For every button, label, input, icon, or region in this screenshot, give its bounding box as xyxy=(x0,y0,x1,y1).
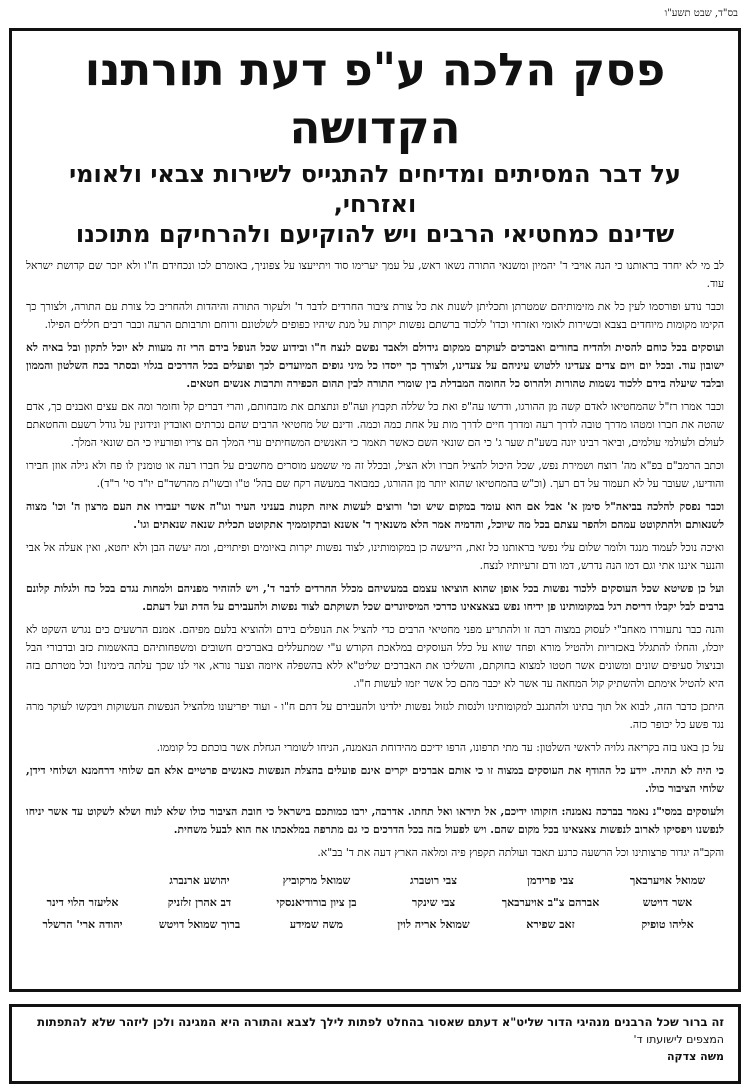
signature-name: יהודה ארי' הרשלר xyxy=(42,918,123,931)
signature-name: צבי שינקר xyxy=(411,896,456,909)
paragraph: וכתב הרמב"ם בפ"א מה' רוצח ושמירת נפש, שכל היכול להציל חברו ולא הציל, ובכלל זה מי ששמע מוסרים מחשבים על חברו רעה או טומנין לו פח ולא גילה אוזן חבירו והודיעו, שעובר על לא תעמוד על דם רעך. (וכ"ש בהמחטיאו שהוא יותר מן ההורגו, כמבואר במעשה רקח שם בהל' ט"ו ובשו"ת מהרשד"ם יו"ד סי' ר"ד). xyxy=(26,459,724,490)
paragraph: לב מי לא יחרד בראותנו כי הנה אויבי ד' יהמיון ומשנאי התורה נשאו ראש, על עמך יערימו סוד ויתייעצו על צפוניך, באומרם לכו ונכחידם ח"ו ולא יזכר שם קדושת ישראל עוד. xyxy=(26,259,724,290)
signature-name: אליהו טופיק xyxy=(641,918,694,931)
paragraph: היתכן כדבר הזה, לבוא אל תוך בתינו ולהתגנב למקומותינו ולנסות לגזול נפשות ילדינו ולהעבירם על דתם ח"ו - ועוד יפריעונו מלהציל הנפשות העשוקות ויבקשו לעוקר מרה נגד פשע כל יכופר כזה. xyxy=(26,700,724,731)
signature-name: צבי רוטברג xyxy=(410,874,457,887)
bottom-notice-signer: משה צדקה xyxy=(667,1050,724,1063)
signature-name: שמואל אריה לוין xyxy=(397,918,470,931)
signature-name: משה שמידע xyxy=(289,918,344,931)
paragraph: וכבר נודע ופורסמו לעין כל את מזימותיהם שמטרתן ותכליתן לשנות את כל צורת ציבור החרדים לדבר ד' ולעקור התורה והיהדות ולהחריב כל צורת עם התורה, ולצורך כך הקימו מקומות מיוחדים בצבא ובשירות לאומי ואזרחי וכדו' ללכוד ברשתם נפשות יקרות על מנת שיהיו כפופים לשלטונם ורוחם ותרבותם הרעה וכבר רבים חללים הפילו. xyxy=(26,300,724,331)
signature-name: ברוך שמואל דויטש xyxy=(158,918,241,931)
main-frame xyxy=(9,28,741,992)
paragraph: ולעוסקים במסי"נ נאמר בברכה נאמנה: חזקוהו ידיכם, אל תיראו ואל תחתו. אדרבה, ירבו כמותכם בישראל כי חובת הציבור כולו שלא לנוח ושלא לשקוט עד אשר יניחו לנפשנו ויפסיקו לארוב לנפשות צאצאינו בכל מקום שהם. ויש לפעול בזה בכל הדרכים כי גם מתרפה במלאכתו אח הוא לבעל משחית. xyxy=(26,805,724,836)
signature-name: בן ציון בורודיאנסקי xyxy=(276,896,357,909)
paragraph: ואיכה נוכל לעמוד מנגד ולומר שלום עלי נפשי בראותנו כל זאת, הייעשה כן במקומותינו, לצוד נפשות יקרות באיומים ופיתויים, ומה יעשה הבן ולא יחטא, ואין אעלה אל אבי והנער איננו אתי וגם דמו הנה נדרש, דמו ודם זרעיותיו לנצח. xyxy=(26,541,724,572)
bottom-notice-box xyxy=(9,1004,741,1084)
subtitle-line: שדינם כמחטיאי הרבים ויש להוקיעם ולהרחיקם מתוכנו xyxy=(75,220,675,248)
signature-name: שמואל מרקוביץ xyxy=(282,874,351,887)
paragraph: ועל כן פשיטא שכל העוסקים ללכוד נפשות בכל אופן שהוא הוציאו עצמם במעשיהם מכלל החרדים לדבר ד', ויש להזהיר מפניהם ולמחות נגדם בכל כח ולגלות קלונם ברבים לבל יקבלו דריסת רגל במקומותינו פן ידיחו נפש בצאצאינו כדרכי המיסיונרים שכל תשוקתם לצוד נפשות ולהעבירם על הדת ועל דעתם. xyxy=(26,582,724,613)
paragraph: והנה כבר נתעוררו מאחב"י לעסוק במצוה רבה זו ולהתריע מפני מחטיאי הרבים כדי להציל את הנופלים בידם ולהוציא בלעם מפיהם. אמנם הרשעים כים נגרש השקט לא יוכלו, והחלו להתגלל באכזריות ולהטיל מורא ופחד שווא על כלל העוסקים במלאכת הקודש ע"י שמתעללים באברכים חשובים ומשפחותיהם בהאשמות כזב ובדבורי הבל ובניצול סעיפים שונים ומשונים אשר חטטו למצוא בחוקתם, והשליכו את האברכים שליט"א ללא בהשפלה איומה וצער נורא, אוי לנו שכך עלתה בימינו! וכל מטרתם בזה היא להטיל אימתם ולהשתיק קול המחאה עד אשר לא יכבר מהם כל אשר יזמו לעשות ח"ו. xyxy=(26,623,724,690)
signatures xyxy=(26,872,724,934)
paragraph: על כן באנו בזה בקריאה גלויה לראשי השלטון: עד מתי תרפונו, הרפו ידיכם מהידוחת הנאמנה, הניחו לשומרי הגחלת אשר בוכתם כל קוממו. xyxy=(156,741,724,754)
bottom-notice-text: זה ברור שכל הרבנים מנהיגי הדור שליט"א דעתם שאסור בהחלט לפתות לילך לצבא והתורה היא המגינה ולכן ליזהר שלא להתפתות xyxy=(37,1015,724,1029)
paragraph: והקב"ה יגדור פרצותינו וכל הרשעה כרגע תאבד ועולתה תקפוץ פיה ומלאה הארץ דעה את ד' בב"א. xyxy=(317,846,724,859)
bottom-notice-closing: המצפים לישועתו ד' xyxy=(633,1033,724,1046)
paragraph: וכבר נפסק להלכה בביאה"ל סימן א' אבל אם הוא עומד במקום שיש וכו' ורוצים לעשות איזה תקנות בעניני העיר וגו"ה אשר יעבירו את העם מרצון ה' וכו' מצוה לשנאותם ולהתקוטט עמהם ולהפר עצתם בכל מה שיוכל, והדמיה אמר הלא משנאיך ד' אשנא ובתקוממיך אתקוטט תכלית שנאה שנאתים וגו'. xyxy=(26,500,724,531)
signature-name: שמואל אויערבאך xyxy=(629,874,706,887)
signature-name: צבי פרידמן xyxy=(527,874,574,887)
paragraph: וכבר אמרו רז"ל שהמחטיאו לאדם קשה מן ההורגו, ודרשו עה"פ ואת כל שללה תקבוץ ועה"פ ונתצתם את מזבחותם, והרי דברים קל וחומר ומה אם עצים ואבנים כך, אדם שהטה את חברו ומטהו מדרך טובה לדרך רעה ומדרך חיים לדרך מות על אחת כמה וכמה. ודינם של מחטיאי הרבים שהם נכרתים ואובדין ונידונין על גודל רשעם והחטאתם לעולם ולעולמי עולמים, וביאר רבינו יונה בשע"ת שער ג' כי הם שונאי השם כאשר תאמר כי האנשים המשחיתים ערי המלך הם צריו ופורעיו כי הם שונאי המלך. xyxy=(26,400,724,449)
signature-name: אליעזר הלוי דינר xyxy=(46,896,119,909)
paragraph: כי היה לא תהיה. יידע כל ההודף את העוסקים במצוה זו כי אותם אברכים יקרים אינם פועלים בהצלת הנפשות כאנשים פרטיים אלא הם שלוחי דרחמנא ושלוחי דידן, שלוחי הציבור כולו. xyxy=(26,764,724,795)
bsd-date: בס"ד, שבט תשע"ו xyxy=(664,8,738,19)
signature-name: אברהם צ"ב אויערבאך xyxy=(501,896,600,909)
signature-name: יהושע ארנברג xyxy=(169,874,230,887)
paragraph: ועוסקים בכל כוחם להסית ולהדיח בחורים ואברכים לעוקרם ממקום גידולם ולאבד נפשם לנצח ח"ו ובידוע שכל הנופל בידם הרי זה מעוות לא יוכל לתקון ובל באיה לא ישובון עוד. ובכל יום ויום צדים צעדינו ללטוש עיניהם על צעדינו, ולצורך כך ייסדו כל מיני גופים המיועדים לכך ופועלים בכל הדרכים בגלוי ובסתר בכח השלטון והממון ובלבד שיעלה בידם ללכוד נשמות טהורות ולהרוס כל החומה המבדלת בין שומרי התורה לבין תהום הכפירה ותרבות אנשים חטאים. xyxy=(26,341,724,390)
signature-name: דב אהרן זלזניק xyxy=(167,896,232,909)
signature-name xyxy=(26,872,139,890)
signature-name: אשר דויטש xyxy=(642,896,693,909)
signature-name: זאב שפירא xyxy=(526,918,575,931)
subtitle-line: על דבר המסיתים ומדיחים להתגייס לשירות צבאי ולאומי ואזרחי, xyxy=(69,160,681,218)
page-subtitle xyxy=(26,159,724,249)
page-title: פסק הלכה ע"פ דעת תורתנו הקדושה xyxy=(84,43,666,154)
